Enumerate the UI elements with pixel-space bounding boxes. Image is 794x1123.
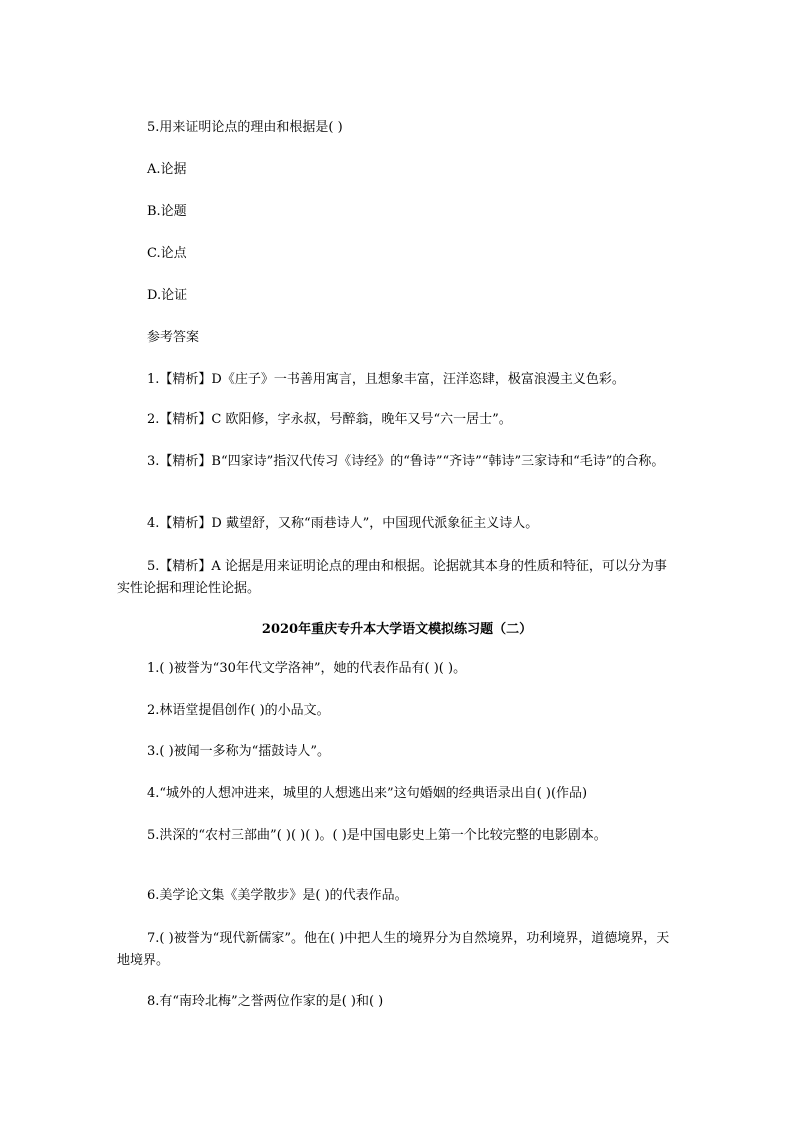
question-2-4: 4.“城外的人想冲进来，城里的人想逃出来”这句婚姻的经典语录出自( )(作品) bbox=[147, 786, 588, 801]
question-5-stem: 5.用来证明论点的理由和根据是( ) bbox=[147, 120, 343, 135]
question-2-8: 8.有“南玲北梅”之誉两位作家的是( )和( ) bbox=[147, 994, 384, 1009]
question-2-5: 5.洪深的“农村三部曲”( )( )( )。( )是中国电影史上第一个比较完整的电影剧本。 bbox=[147, 828, 607, 843]
answer-item-1: 1.【精析】D《庄子》一书善用寓言，且想象丰富，汪洋恣肆，极富浪漫主义色彩。 bbox=[147, 372, 625, 387]
answer-item-4: 4.【精析】D 戴望舒，又称“雨巷诗人”，中国现代派象征主义诗人。 bbox=[147, 516, 539, 531]
question-2-1: 1.( )被誉为“30年代文学洛神”，她的代表作品有( )( )。 bbox=[147, 661, 467, 676]
question-2-7: 7.( )被誉为“现代新儒家”。他在( )中把人生的境界分为自然境界，功利境界，道德境界，天地境界。 bbox=[117, 931, 670, 968]
question-5-option-a: A.论据 bbox=[147, 162, 187, 177]
question-5-option-c: C.论点 bbox=[147, 246, 187, 261]
question-2-2: 2.林语堂提倡创作( )的小品文。 bbox=[147, 703, 330, 718]
section-2-title: 2020年重庆专升本大学语文模拟练习题（二） bbox=[261, 622, 533, 637]
answer-item-2: 2.【精析】C 欧阳修，字永叔，号醉翁，晚年又号“六一居士”。 bbox=[147, 412, 512, 427]
answer-item-5: 5.【精析】A 论据是用来证明论点的理由和根据。论据就其本身的性质和特征，可以分为事实性论据和理论性论据。 bbox=[117, 559, 667, 596]
question-2-6: 6.美学论文集《美学散步》是( )的代表作品。 bbox=[147, 888, 408, 903]
answers-title: 参考答案 bbox=[147, 330, 200, 345]
question-2-3: 3.( )被闻一多称为“擂鼓诗人”。 bbox=[147, 744, 330, 759]
answer-item-3: 3.【精析】B“四家诗”指汉代传习《诗经》的“鲁诗”“齐诗”“韩诗”三家诗和“毛诗”的合称。 bbox=[147, 454, 665, 469]
question-5-option-b: B.论题 bbox=[147, 204, 187, 219]
question-5-option-d: D.论证 bbox=[147, 288, 188, 303]
